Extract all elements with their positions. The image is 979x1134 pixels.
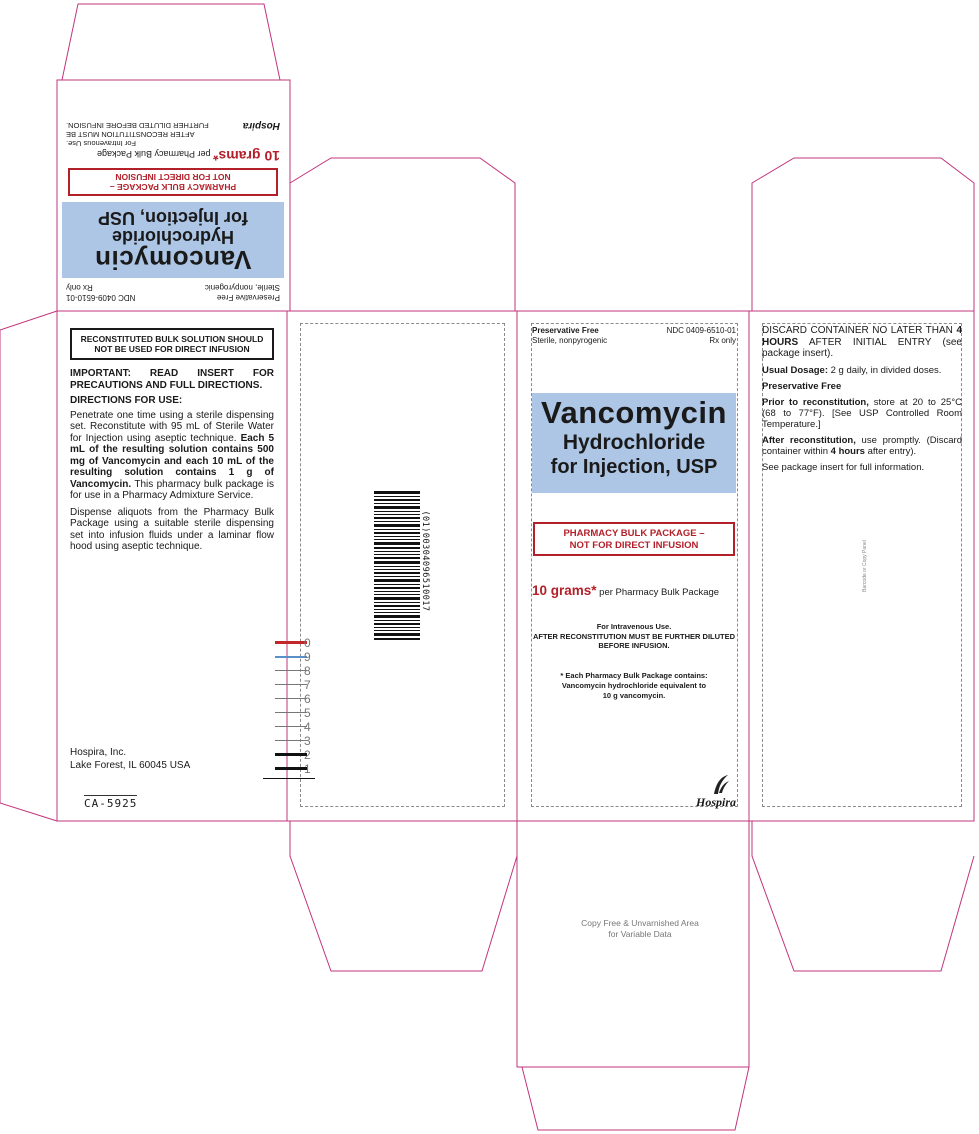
tf-per-package: per Pharmacy Bulk Package [96, 149, 211, 159]
usual-dosage [762, 365, 962, 376]
tf-name-band [62, 202, 284, 278]
important-heading: IMPORTANT: READ INSERT FOR PRECAUTIONS AND FULL DIRECTIONS. [70, 368, 274, 391]
tf-rx: Rx only [66, 283, 93, 292]
gauge-bar [275, 670, 307, 671]
tf-drug-name: Vancomycin [94, 245, 252, 275]
tf-warning-1: PHARMACY BULK PACKAGE – [109, 182, 237, 192]
discard-hours: 4 HOURS [762, 325, 962, 348]
tf-grams: 10 grams* [213, 148, 280, 164]
preservative-label: Preservative Free [762, 380, 842, 392]
copy-free-line-1: Copy Free & Unvarnished Area [581, 918, 699, 928]
drug-form: for Injection, USP [550, 456, 718, 478]
gauge-number: 3 [304, 734, 311, 748]
tf-ndc: NDC 0409-6510-01 [66, 293, 136, 302]
contents-line-2: Vancomycin hydrochloride equivalent to [561, 681, 707, 690]
contents-line-1: * Each Pharmacy Bulk Package contains: [560, 671, 708, 680]
hospira-logo [688, 774, 738, 810]
gauge-number: 9 [304, 650, 311, 664]
tf-further: FURTHER DILUTED BEFORE INFUSION. [66, 121, 209, 130]
gauge-bar [275, 698, 307, 699]
iv-use: For Intravenous Use. [596, 622, 672, 631]
print-gauge [263, 636, 323, 786]
tf-iv-use: For Intravenous Use. [66, 139, 137, 148]
tf-sterile: Sterile, nonpyrogenic [204, 283, 280, 292]
warning-line-1: PHARMACY BULK PACKAGE – [563, 528, 705, 539]
iv-use-block [532, 622, 736, 651]
prior-text: store at 20 to 25°C (68 to 77°F). [See USP Controlled Room Temperature.] [762, 396, 962, 430]
copy-free-line-2: for Variable Data [608, 929, 672, 939]
storage-after [762, 435, 962, 457]
hospira-mark-icon [710, 774, 730, 796]
right-side-panel [762, 325, 962, 478]
manufacturer-name: Hospira, Inc. [70, 747, 127, 758]
discard-statement [762, 325, 962, 360]
tf-strength [66, 148, 280, 164]
front-panel-header [532, 326, 736, 346]
discard-part-1: DISCARD CONTAINER NO LATER THAN [762, 325, 957, 336]
warning-line-2: NOT FOR DIRECT INFUSION [569, 540, 699, 551]
tf-brand: Hospira [242, 120, 280, 131]
storage-prior [762, 397, 962, 430]
gauge-bar [275, 753, 307, 756]
drug-name-band [532, 393, 736, 493]
hospira-wordmark: Hospira [695, 795, 736, 809]
tf-after-recon: AFTER RECONSTITUTION MUST BE [66, 130, 195, 139]
barcode [374, 491, 420, 640]
prior-label: Prior to reconstitution, [762, 396, 869, 408]
top-closure-panel [66, 90, 280, 302]
after-hours: 4 hours [830, 445, 865, 457]
barcode-number: (01)00304096510017 [420, 510, 430, 612]
gauge-bar [275, 767, 307, 770]
gauge-number: 5 [304, 706, 311, 720]
gauge-number: 7 [304, 678, 311, 692]
gauge-number: 6 [304, 692, 311, 706]
after-text-2: after entry). [864, 445, 917, 457]
see-insert: See package insert for full information. [762, 461, 925, 473]
dosage-label: Usual Dosage: [762, 364, 828, 376]
directions-heading: DIRECTIONS FOR USE: [70, 395, 183, 406]
gauge-number: 0 [304, 636, 311, 650]
after-label: After reconstitution, [762, 434, 856, 446]
tf-warning-2: NOT FOR DIRECT INFUSION [115, 172, 231, 182]
drug-name: Vancomycin [541, 395, 727, 430]
gauge-number: 8 [304, 664, 311, 678]
gauge-number: 1 [304, 762, 311, 776]
manufacturer-address: Lake Forest, IL 60045 USA [70, 760, 191, 771]
gauge-baseline [263, 778, 315, 779]
barcode-copy-panel-note: Barcode or Copy Panel [862, 540, 868, 592]
gauge-number: 4 [304, 720, 311, 734]
strength-line [532, 583, 737, 598]
gauge-bar [275, 684, 307, 685]
bulk-package-warning [533, 522, 735, 556]
contents-footnote [532, 671, 736, 701]
directions-bold: Each 5 mL of the resulting solution contains 500 mg of Vancomycin and each 10 mL of the resulting solution contains 1 g of Vancomycin. [70, 432, 275, 490]
gauge-bar [275, 712, 307, 713]
directions-part-1: Penetrate one time using a sterile dispensing set. Reconstitute with 95 mL of Sterile Water for Injection using aseptic technique. [70, 409, 274, 444]
preservative-free [762, 381, 962, 392]
contents-line-3: 10 g vancomycin. [602, 691, 666, 700]
dosage-text: 2 g daily, in divided doses. [828, 364, 942, 376]
discard-part-2: AFTER INITIAL ENTRY (see package insert). [762, 336, 962, 359]
tf-drug-form: for Injection, USP [98, 208, 249, 228]
before-infusion: BEFORE INFUSION. [598, 641, 670, 650]
copy-free-area [560, 918, 720, 940]
dispense-text: Dispense aliquots from the Pharmacy Bulk Package using a suitable sterile dispensing set into infusion fluids under a laminar flow hood using aseptic technique. [70, 506, 274, 552]
tf-warning-box [68, 168, 278, 196]
gauge-bar [275, 740, 307, 741]
after-reconstitution: AFTER RECONSTITUTION MUST BE FURTHER DILUTED [532, 631, 736, 641]
directions-part-2: This pharmacy bulk package is for use in a Pharmacy Admixture Service. [70, 478, 274, 501]
left-side-panel [70, 328, 274, 558]
strength-per-package: per Pharmacy Bulk Package [596, 587, 720, 598]
drug-salt: Hydrochloride [562, 431, 706, 454]
manufacturer-block [70, 746, 190, 772]
after-text-1: use promptly. (Discard container within [762, 434, 962, 457]
tf-preservative: Preservative Free [216, 293, 280, 302]
fp-sterile: Sterile, nonpyrogenic [532, 336, 608, 345]
gauge-bar [275, 656, 307, 658]
strength-grams: 10 grams* [532, 583, 597, 598]
tf-drug-salt: Hydrochloride [111, 227, 235, 247]
fp-ndc: NDC 0409-6510-01 [666, 326, 736, 335]
gauge-bar [275, 641, 307, 644]
carton-code: CA-5925 [84, 797, 138, 810]
fp-preservative: Preservative Free [532, 326, 599, 335]
gauge-bar [275, 726, 307, 727]
directions-text [70, 410, 274, 502]
fp-rx: Rx only [709, 336, 736, 345]
gauge-number: 2 [304, 748, 311, 762]
recon-warning-box: RECONSTITUTED BULK SOLUTION SHOULD NOT BE USED FOR DIRECT INFUSION [70, 328, 274, 360]
